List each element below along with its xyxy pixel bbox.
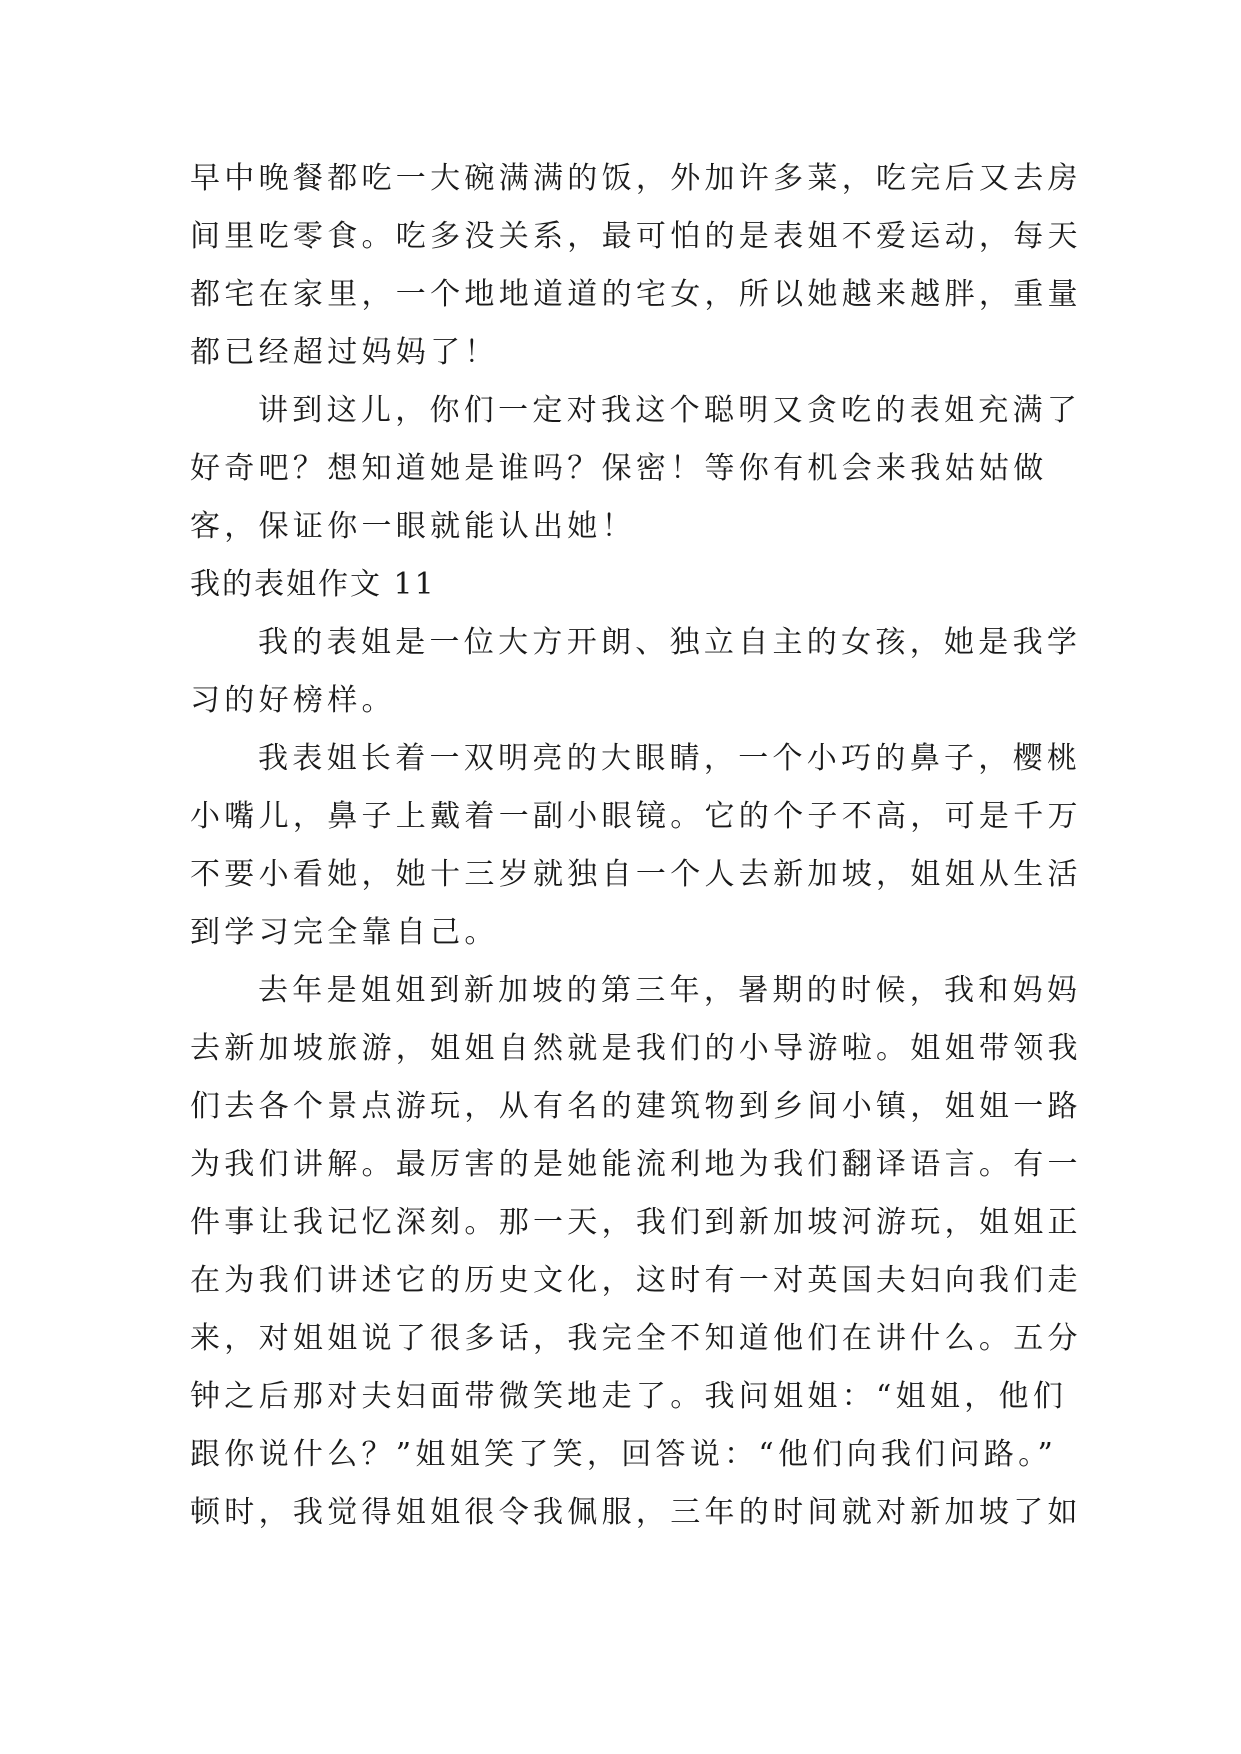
- text-line: 我表姐长着一双明亮的大眼睛，一个小巧的鼻子，樱桃: [258, 741, 1082, 776]
- text-line: 钟之后那对夫妇面带微笑地走了。我问姐姐：“姐姐，他们: [190, 1379, 1068, 1414]
- text-line: 们去各个景点游玩，从有名的建筑物到乡间小镇，姐姐一路: [190, 1089, 1082, 1124]
- text-line: 都已经超过妈妈了！: [190, 335, 499, 370]
- text-line: 去新加坡旅游，姐姐自然就是我们的小导游啦。姐姐带领我: [190, 1031, 1082, 1066]
- paragraph: [190, 730, 1082, 962]
- paragraph: [190, 382, 1082, 556]
- paragraph: [190, 614, 1082, 730]
- text-line: 为我们讲解。最厉害的是她能流利地为我们翻译语言。有一: [190, 1147, 1082, 1182]
- text-line: 习的好榜样。: [190, 683, 396, 718]
- text-line: 件事让我记忆深刻。那一天，我们到新加坡河游玩，姐姐正: [190, 1205, 1082, 1240]
- paragraph: [190, 962, 1082, 1542]
- heading-text: 我的表姐作文 11: [190, 567, 436, 602]
- text-line: 讲到这儿，你们一定对我这个聪明又贪吃的表姐充满了: [258, 393, 1082, 428]
- text-line: 去年是姐姐到新加坡的第三年，暑期的时候，我和妈妈: [258, 973, 1082, 1008]
- text-line: 不要小看她，她十三岁就独自一个人去新加坡，姐姐从生活: [190, 857, 1082, 892]
- text-line: 好奇吧？想知道她是谁吗？保密！等你有机会来我姑姑做: [190, 451, 1048, 486]
- text-line: 都宅在家里，一个地地道道的宅女，所以她越来越胖，重量: [190, 277, 1082, 312]
- text-line: 客，保证你一眼就能认出她！: [190, 509, 636, 544]
- text-line: 到学习完全靠自己。: [190, 915, 499, 950]
- text-line: 顿时，我觉得姐姐很令我佩服，三年的时间就对新加坡了如: [190, 1495, 1082, 1530]
- text-line: 在为我们讲述它的历史文化，这时有一对英国夫妇向我们走: [190, 1263, 1082, 1298]
- section-heading: [190, 556, 1050, 614]
- text-line: 我的表姐是一位大方开朗、独立自主的女孩，她是我学: [258, 625, 1082, 660]
- text-line: 来，对姐姐说了很多话，我完全不知道他们在讲什么。五分: [190, 1321, 1082, 1356]
- document-body: [190, 150, 1082, 1542]
- text-line: 跟你说什么？”姐姐笑了笑，回答说：“他们向我们问路。”: [190, 1437, 1058, 1472]
- text-line: 间里吃零食。吃多没关系，最可怕的是表姐不爱运动，每天: [190, 219, 1082, 254]
- text-line: 小嘴儿，鼻子上戴着一副小眼镜。它的个子不高，可是千万: [190, 799, 1082, 834]
- text-line: 早中晚餐都吃一大碗满满的饭，外加许多菜，吃完后又去房: [190, 161, 1082, 196]
- continuation-paragraph: [190, 150, 1082, 382]
